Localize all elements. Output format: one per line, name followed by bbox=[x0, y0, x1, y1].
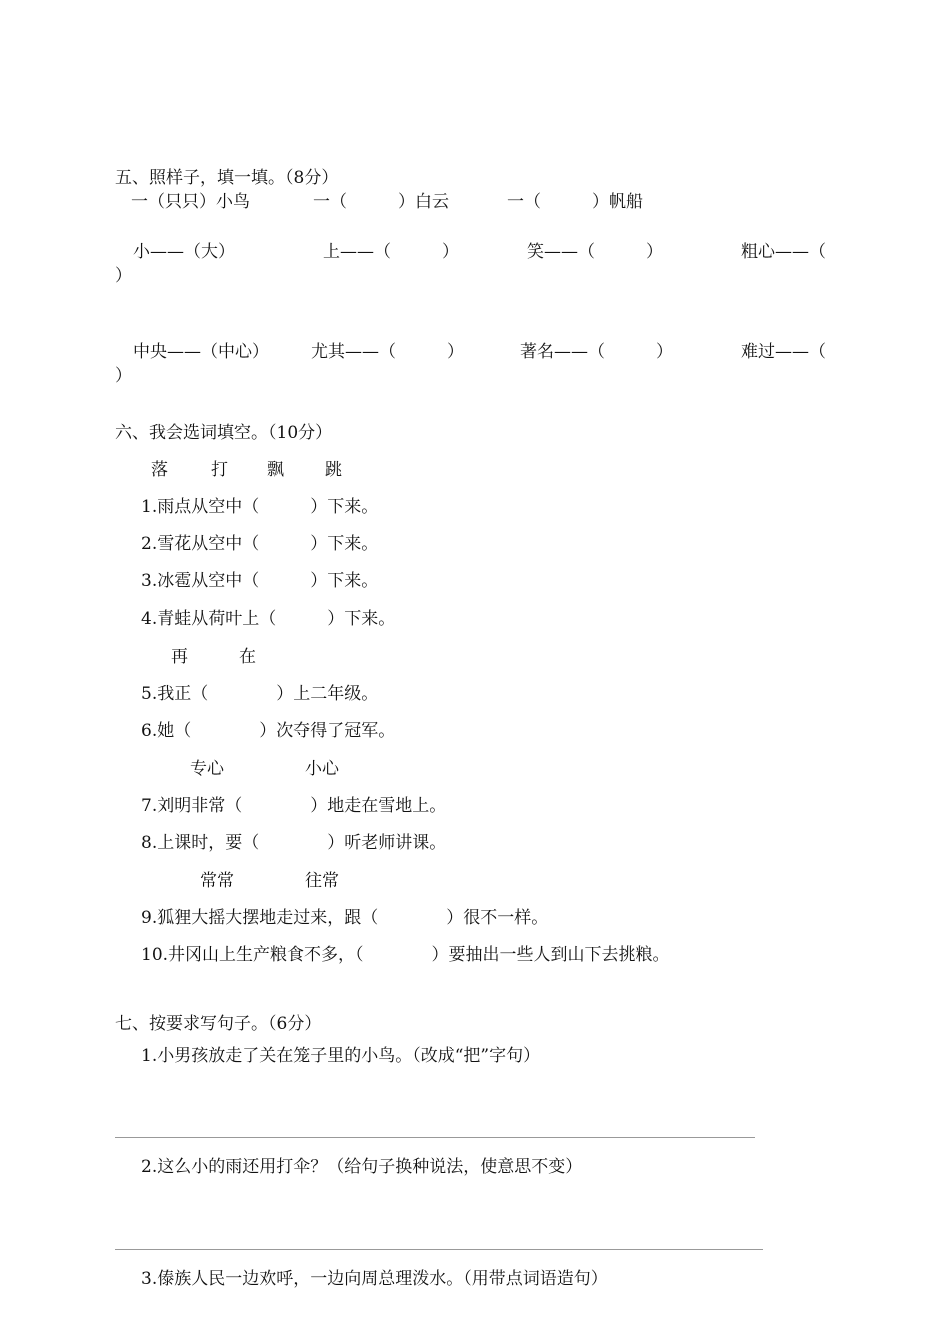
s5-row3-wrap: ） bbox=[115, 366, 132, 386]
word-option: 往常 bbox=[305, 871, 339, 891]
s6-question-6: 6.她（ ）次夺得了冠军。 bbox=[141, 721, 396, 741]
s5-row2-item4: 粗心——（ bbox=[741, 242, 826, 262]
s6-question-9: 9.狐狸大摇大摆地走过来，跟（ ）很不一样。 bbox=[141, 908, 549, 928]
s5-row1-item3: 一（ ）帆船 bbox=[507, 192, 643, 212]
s5-row3-item3: 著名——（ ） bbox=[520, 342, 673, 362]
answer-line bbox=[115, 1249, 763, 1250]
s6-question-10: 10.井冈山上生产粮食不多，（ ）要抽出一些人到山下去挑粮。 bbox=[141, 945, 670, 965]
word-option: 飘 bbox=[267, 460, 284, 480]
s6-question-2: 2.雪花从空中（ ）下来。 bbox=[141, 534, 379, 554]
s5-row3-item2: 尤其——（ ） bbox=[311, 342, 464, 362]
s5-row1-item2: 一（ ）白云 bbox=[313, 192, 449, 212]
word-option: 落 bbox=[151, 460, 168, 480]
s7-question-2: 2.这么小的雨还用打伞？（给句子换种说法，使意思不变） bbox=[141, 1157, 583, 1177]
s5-row3-item4: 难过——（ bbox=[741, 342, 826, 362]
word-option: 常常 bbox=[200, 871, 234, 891]
section7-heading: 七、按要求写句子。（6分） bbox=[115, 1014, 322, 1034]
s5-row2-example: 小——（大） bbox=[133, 242, 235, 262]
word-option: 专心 bbox=[190, 759, 224, 779]
word-option: 小心 bbox=[305, 759, 339, 779]
answer-line bbox=[115, 1137, 755, 1138]
s5-row1-example: 一（只只）小鸟 bbox=[131, 192, 250, 212]
s5-row2-wrap: ） bbox=[115, 266, 132, 286]
s5-row2-item3: 笑——（ ） bbox=[527, 242, 663, 262]
s6-question-1: 1.雨点从空中（ ）下来。 bbox=[141, 497, 379, 517]
s7-question-1: 1.小男孩放走了关在笼子里的小鸟。（改成“把”字句） bbox=[141, 1046, 541, 1066]
s7-question-3: 3.傣族人民一边欢呼，一边向周总理泼水。（用带点词语造句） bbox=[141, 1269, 608, 1289]
s5-row3-example: 中央——（中心） bbox=[133, 342, 269, 362]
word-option: 打 bbox=[211, 460, 228, 480]
word-option: 跳 bbox=[325, 460, 342, 480]
section6-heading: 六、我会选词填空。（10分） bbox=[115, 423, 333, 443]
s6-question-8: 8.上课时，要（ ）听老师讲课。 bbox=[141, 833, 447, 853]
s5-row2-item2: 上——（ ） bbox=[323, 242, 459, 262]
word-option: 在 bbox=[239, 647, 256, 667]
word-option: 再 bbox=[171, 647, 188, 667]
s6-question-7: 7.刘明非常（ ）地走在雪地上。 bbox=[141, 796, 447, 816]
s6-question-3: 3.冰雹从空中（ ）下来。 bbox=[141, 571, 379, 591]
s6-question-5: 5.我正（ ）上二年级。 bbox=[141, 684, 379, 704]
section5-heading: 五、照样子，填一填。（8分） bbox=[115, 168, 339, 188]
s6-question-4: 4.青蛙从荷叶上（ ）下来。 bbox=[141, 609, 396, 629]
